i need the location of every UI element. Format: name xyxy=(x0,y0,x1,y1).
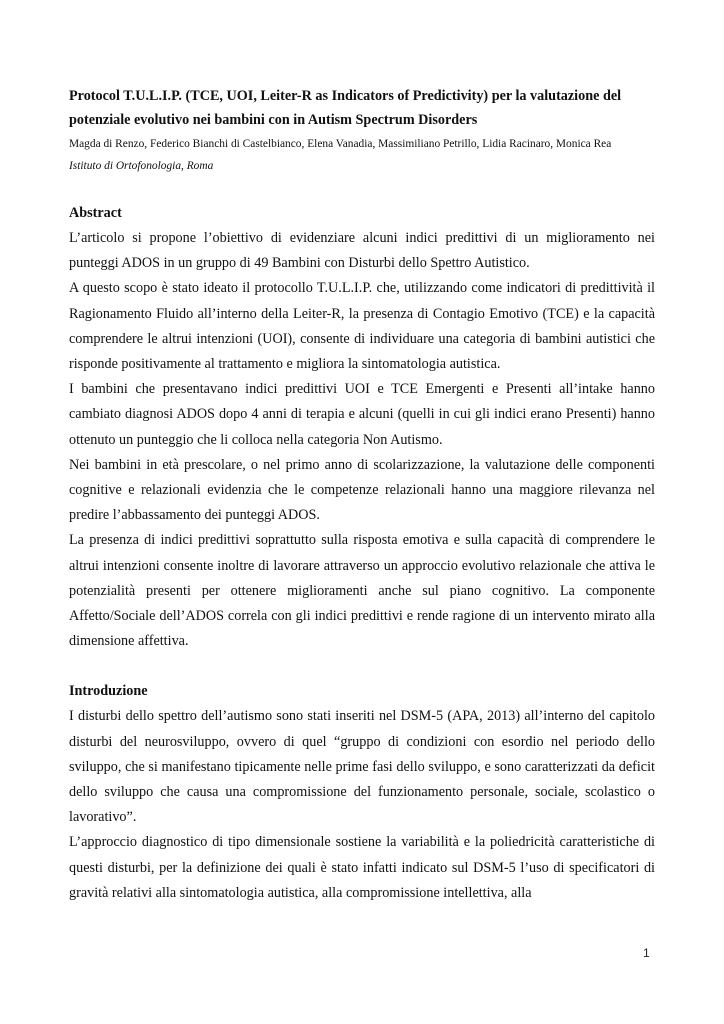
abstract-paragraph: La presenza di indici predittivi soprattutto sulla risposta emotiva e sulla capacità di comprendere le altrui intenzioni consente inoltre di lavorare attraverso un approccio evolutivo relazionale che attiva le potenzialità presenti per ottenere miglioramenti anche sul piano cognitivo. La componente Affetto/Sociale dell’ADOS correla con gli indici predittivi e rende ragione di un intervento mirato alla dimensione affettiva. xyxy=(69,532,655,650)
abstract-paragraph: Nei bambini in età prescolare, o nel primo anno di scolarizzazione, la valutazione delle componenti cognitive e relazionali evidenzia che le competenze relazionali hanno una maggiore rilevanza nel predire l’abbassamento dei punteggi ADOS. xyxy=(69,456,655,524)
affiliation: Istituto di Ortofonologia, Roma xyxy=(69,160,214,172)
introduction-paragraph: L’approccio diagnostico di tipo dimensionale sostiene la variabilità e la poliedricità caratteristiche di questi disturbi, per la definizione dei quali è stato infatti indicato sul DSM-5 l’uso di specificatori di gravità relativi alla sintomatologia autistica, alla compromissione intellettiva, alla xyxy=(69,834,655,901)
abstract-paragraph: L’articolo si propone l’obiettivo di evidenziare alcuni indici predittivi di un miglioramento nei punteggi ADOS in un gruppo di 49 Bambini con Disturbi dello Spettro Autistico. xyxy=(69,230,655,272)
page-number: 1 xyxy=(643,946,650,960)
introduction-heading: Introduzione xyxy=(69,683,148,700)
introduction-paragraph: I disturbi dello spettro dell’autismo sono stati inseriti nel DSM-5 (APA, 2013) all’interno del capitolo disturbi del neurosviluppo, ovvero di quel “gruppo di condizioni con esordio nel periodo dello sviluppo, che si manifestano tipicamente nelle prime fasi dello sviluppo, e sono caratterizzati da deficit dello sviluppo che causa una compromissione del funzionamento personale, sociale, scolastico o lavorativo”. xyxy=(69,708,655,826)
author-list: Magda di Renzo, Federico Bianchi di Castelbianco, Elena Vanadia, Massimiliano Petrillo, Lidia Racinaro, Monica Rea xyxy=(69,138,612,150)
abstract-heading: Abstract xyxy=(69,205,122,221)
abstract-paragraph: I bambini che presentavano indici predittivi UOI e TCE Emergenti e Presenti all’intake hanno cambiato diagnosi ADOS dopo 4 anni di terapia e alcuni (quelli in cui gli indici erano Presenti) hanno ottenuto un punteggio che li colloca nella categoria Non Autismo. xyxy=(69,381,655,448)
document-page xyxy=(69,84,655,906)
abstract-paragraph: A questo scopo è stato ideato il protocollo T.U.L.I.P. che, utilizzando come indicatori di predittività il Ragionamento Fluido all’interno della Leiter-R, la presenza di Contagio Emotivo (TCE) e la capacità comprendere le altrui intenzioni (UOI), consente di individuare una categoria di bambini autistici che risponde positivamente al trattamento e migliora la sintomatologia autistica. xyxy=(69,280,655,373)
paper-title: Protocol T.U.L.I.P. (TCE, UOI, Leiter-R as Indicators of Predictivity) per la valutazione del potenziale evolutivo nei bambini con in Autism Spectrum Disorders xyxy=(69,88,622,128)
